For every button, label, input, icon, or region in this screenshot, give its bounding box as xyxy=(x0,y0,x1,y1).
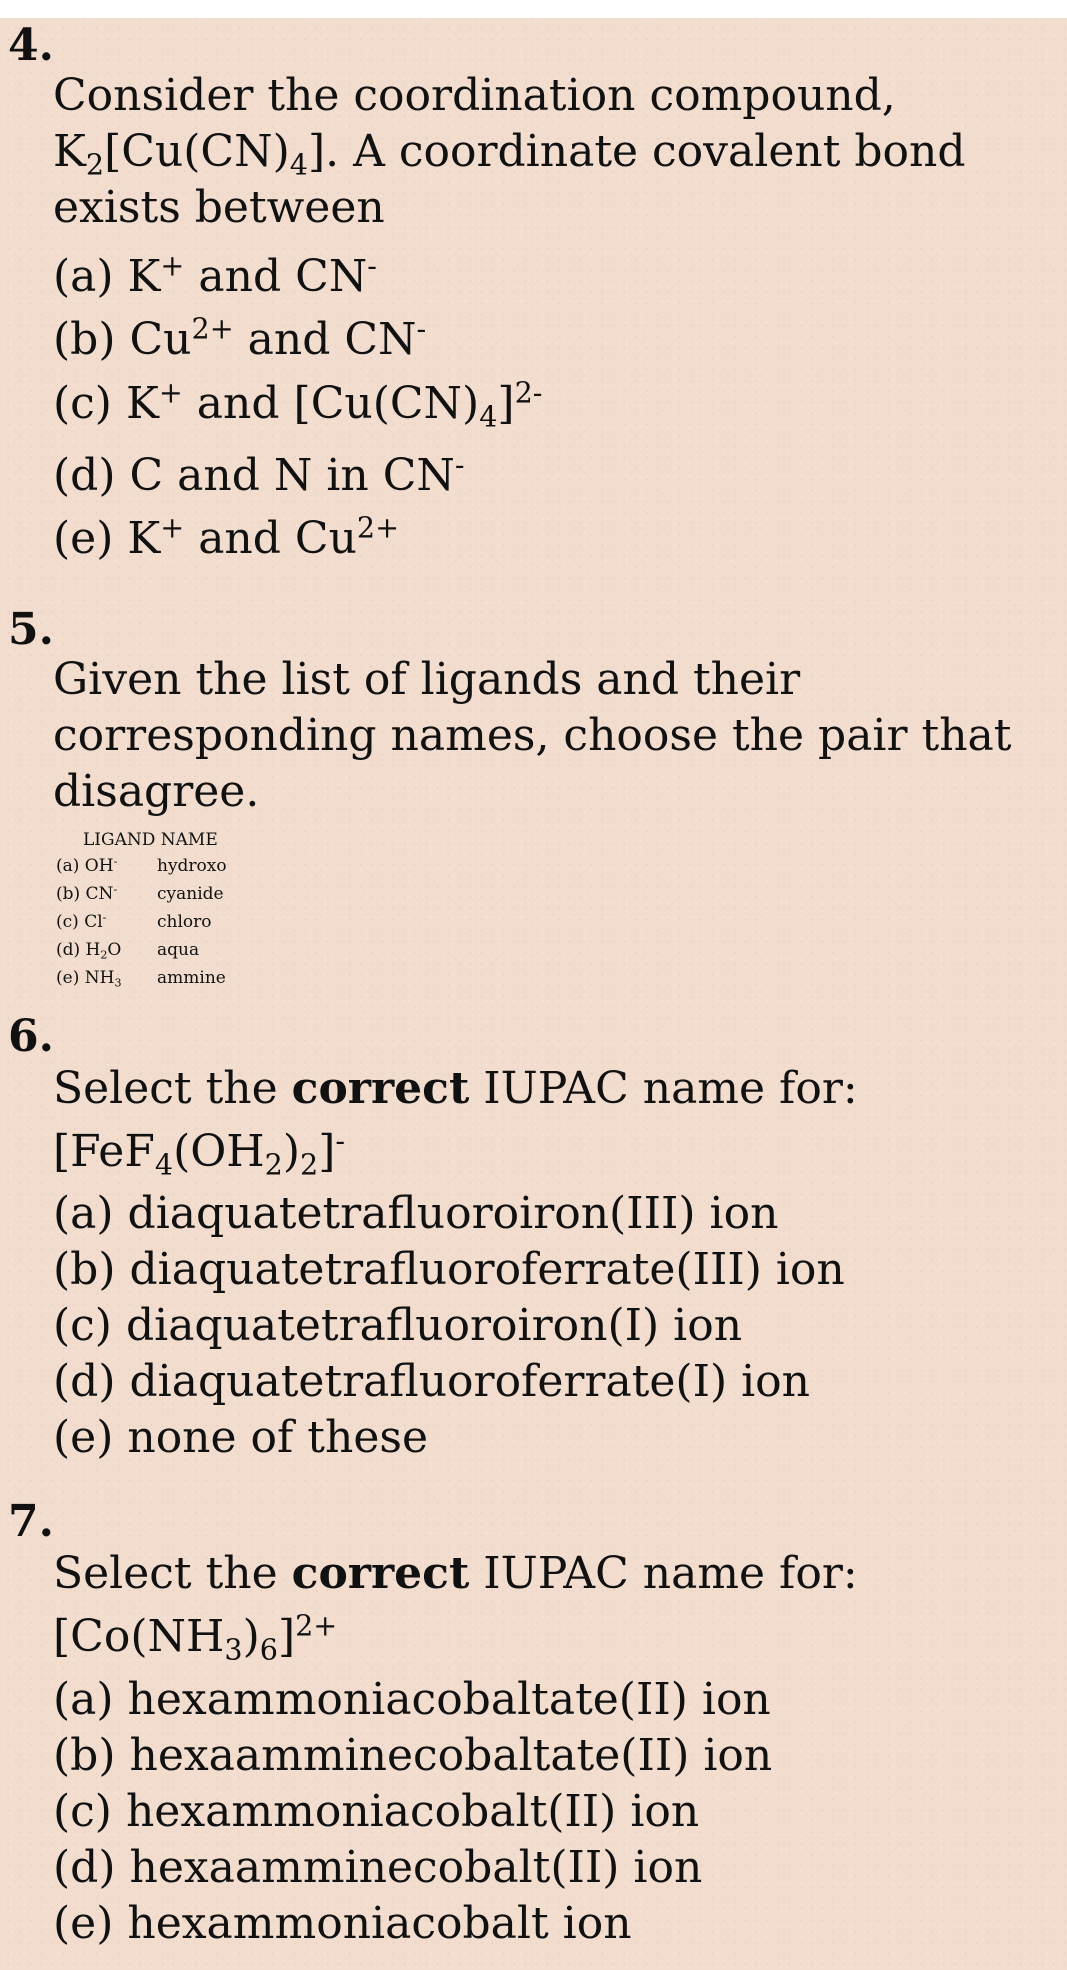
ligand-row-a-ligand: (a) OH- xyxy=(56,854,118,876)
ligand-row-c-ligand: (c) Cl- xyxy=(56,910,107,932)
question-4-option-e: (e) K+ and $Cu^{2+}$ xyxy=(53,510,400,564)
question-4-stem-line-1: Consider the coordination compound, xyxy=(53,70,896,121)
question-7-option-b: (b) hexaamminecobaltate(II) ion xyxy=(53,1730,773,1781)
question-sheet xyxy=(0,18,1067,1970)
ligand-row-b-ligand: (b) CN- xyxy=(56,882,118,904)
question-7-option-d: (d) hexaamminecobalt(II) ion xyxy=(53,1842,703,1893)
question-4-option-d: (d) C and N in CN- xyxy=(53,447,465,501)
question-7-option-e: (e) hexammoniacobalt ion xyxy=(53,1898,632,1949)
question-6-option-d: (d) diaquatetrafluoroferrate(I) ion xyxy=(53,1356,811,1407)
question-6-option-b: (b) diaquatetrafluoroferrate(III) ion xyxy=(53,1244,845,1295)
question-4-number: 4. xyxy=(8,20,54,71)
question-4-option-c: (c) K+ and $[Cu(CN)_4]^{2-}$ xyxy=(53,375,543,434)
ligand-row-a-name: hydroxo xyxy=(157,856,227,876)
question-7-number: 7. xyxy=(8,1496,54,1547)
question-4-stem-line-3: exists between xyxy=(53,182,385,233)
ligand-row-d-name: aqua xyxy=(157,940,200,960)
ligand-row-e-name: ammine xyxy=(157,968,226,988)
question-6-number: 6. xyxy=(8,1011,54,1062)
ligand-row-c-name: chloro xyxy=(157,912,212,932)
question-6-stem: Select the correct IUPAC name for: xyxy=(53,1063,858,1114)
question-5-stem-line-3: disagree. xyxy=(53,766,260,817)
question-7-formula: $[Co(NH_3)_6]^{2+}$ xyxy=(53,1608,338,1667)
question-6-option-a: (a) diaquatetrafluoroiron(III) ion xyxy=(53,1188,779,1239)
ligand-row-b-name: cyanide xyxy=(157,884,224,904)
ligand-row-e-ligand: (e) $NH_3$ xyxy=(56,968,122,990)
question-5-number: 5. xyxy=(8,604,54,655)
ligand-row-d-ligand: (d) $H_2O$ xyxy=(56,940,122,962)
ligand-table-header: LIGAND NAME xyxy=(83,830,218,850)
question-5-stem-line-1: Given the list of ligands and their xyxy=(53,654,801,705)
question-4-stem-line-2: $K_2[Cu(CN)_4]$. A coordinate covalent bond xyxy=(53,126,966,182)
question-4-option-a: (a) K+ and CN- xyxy=(53,248,377,302)
question-7-option-a: (a) hexammoniacobaltate(II) ion xyxy=(53,1674,771,1725)
question-6-option-c: (c) diaquatetrafluoroiron(I) ion xyxy=(53,1300,743,1351)
question-7-option-c: (c) hexammoniacobalt(II) ion xyxy=(53,1786,700,1837)
question-6-option-e: (e) none of these xyxy=(53,1412,428,1463)
question-4-option-b: (b) $Cu^{2+}$ and CN- xyxy=(53,311,427,365)
question-5-stem-line-2: corresponding names, choose the pair that xyxy=(53,710,1012,761)
question-7-stem: Select the correct IUPAC name for: xyxy=(53,1548,858,1599)
question-6-formula: $[FeF_4(OH_2)_2]^-$ xyxy=(53,1123,346,1182)
